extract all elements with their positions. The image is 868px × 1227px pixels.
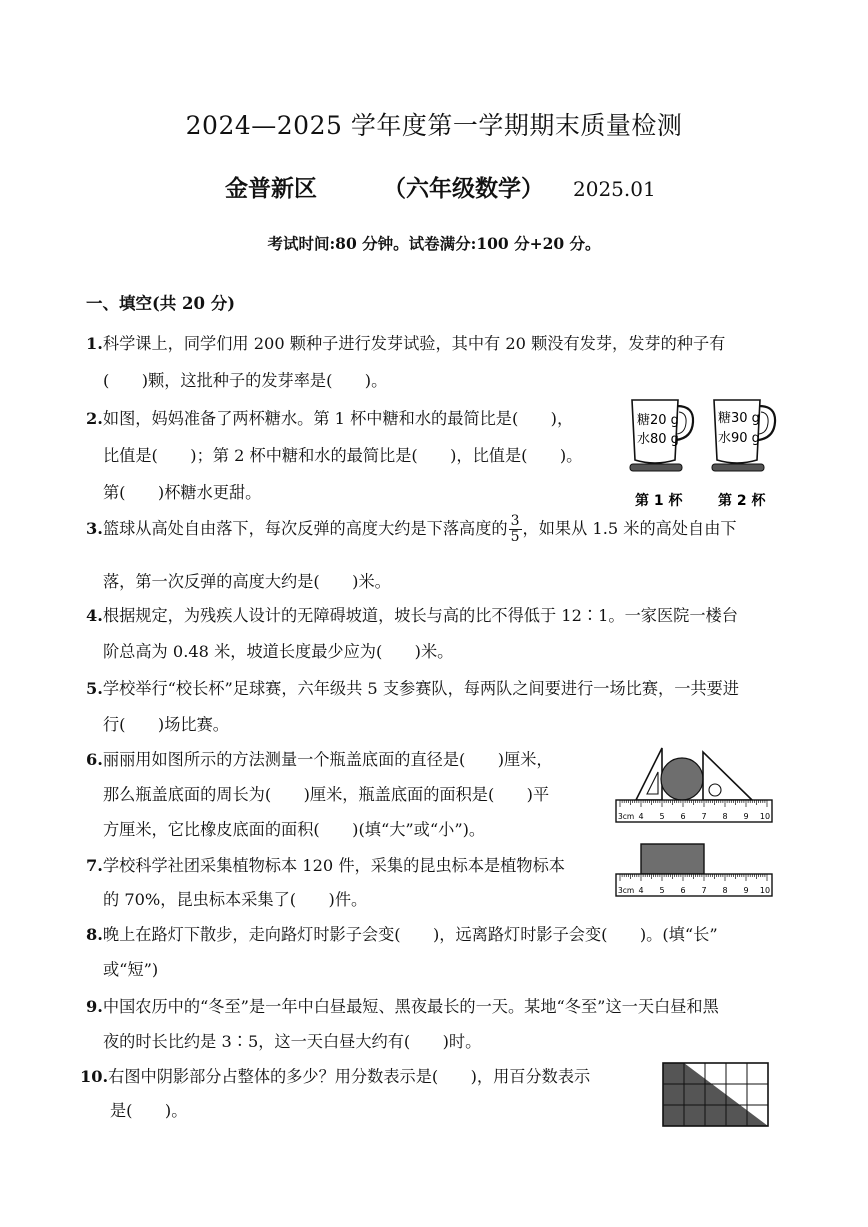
shaded-triangle xyxy=(663,1063,768,1126)
shaded-triangle-grid xyxy=(662,1062,774,1128)
exam-subtitle xyxy=(225,170,865,203)
ruler-tick-label: 6 xyxy=(680,812,686,821)
question-10-line-1 xyxy=(80,1063,590,1087)
ruler-tick-label: 7 xyxy=(701,812,707,821)
question-1-line-2: ( )颗，这批种子的发芽率是( )。 xyxy=(103,371,388,390)
question-text: 篮球从高处自由落下，每次反弹的高度大约是下落高度的 xyxy=(102,519,508,538)
question-text: 科学课上，同学们用 200 颗种子进行发芽试验，其中有 20 颗没有发芽，发芽的种子有 xyxy=(102,334,726,353)
fraction-three-fifths xyxy=(509,514,522,545)
ruler-tick-label: 9 xyxy=(743,812,749,821)
right-set-square xyxy=(703,752,752,800)
ruler-tick-label: 6 xyxy=(680,886,686,895)
ruler-start-label: 3cm xyxy=(618,812,635,821)
question-text: 根据规定，为残疾人设计的无障碍坡道，坡长与高的比不得低于 12∶1。一家医院一楼台 xyxy=(102,606,738,625)
bottle-cap-circle xyxy=(661,758,703,800)
cup-1-sugar: 糖20 g xyxy=(637,413,679,428)
exam-date: 2025.01 xyxy=(573,177,656,201)
ruler-tick-label: 4 xyxy=(638,886,644,895)
question-text: 晚上在路灯下散步，走向路灯时影子会变( )，远离路灯时影子会变( )。(填“长” xyxy=(102,925,718,944)
ruler xyxy=(616,874,772,896)
question-4-line-1 xyxy=(86,602,738,626)
question-text: ，如果从 1.5 米的高处自由下 xyxy=(522,519,737,538)
question-number: 7. xyxy=(86,856,103,875)
ruler-tick-label: 10 xyxy=(759,812,771,821)
ruler-tick-label: 5 xyxy=(659,812,665,821)
question-number: 10. xyxy=(80,1067,109,1086)
question-number: 8. xyxy=(86,925,103,944)
question-number: 6. xyxy=(86,750,103,769)
ruler-tick-label: 4 xyxy=(638,812,644,821)
district-name: 金普新区 xyxy=(225,175,317,202)
question-4-line-2: 阶总高为 0.48 米，坡道长度最少应为( )米。 xyxy=(103,642,454,661)
question-3-line-1 xyxy=(86,514,737,545)
cup-2-water: 水90 g xyxy=(718,431,760,446)
question-2-line-2: 比值是( )；第 2 杯中糖和水的最简比是( )，比值是( )。 xyxy=(103,446,583,465)
question-text: 右图中阴影部分占整体的多少？用分数表示是( )，用百分数表示 xyxy=(108,1067,591,1086)
exam-info: 考试时间:80 分钟。试卷满分:100 分+20 分。 xyxy=(267,234,601,253)
exam-title: 2024—2025 学年度第一学期期末质量检测 xyxy=(185,111,683,140)
question-8-line-2: 或“短”) xyxy=(103,960,159,979)
question-7-line-2: 的 70%，昆虫标本采集了( )件。 xyxy=(103,890,368,909)
question-text: 中国农历中的“冬至”是一年中白昼最短、黑夜最长的一天。某地“冬至”这一天白昼和黑 xyxy=(102,997,719,1016)
question-2-line-3: 第( )杯糖水更甜。 xyxy=(103,483,262,502)
ruler-tick-label: 7 xyxy=(701,886,707,895)
question-text: 丽丽用如图所示的方法测量一个瓶盖底面的直径是( )厘米， xyxy=(102,750,553,769)
question-5-line-1 xyxy=(86,675,739,699)
question-number: 5. xyxy=(86,679,103,698)
cup-2-sugar: 糖30 g xyxy=(718,411,760,426)
cup-2 xyxy=(712,400,775,509)
question-6-line-1 xyxy=(86,746,553,770)
eraser-rectangle xyxy=(641,844,704,874)
question-5-line-2: 行( )场比赛。 xyxy=(103,715,229,734)
question-number: 2. xyxy=(86,409,103,428)
question-2-line-1 xyxy=(86,405,573,429)
ruler-eraser-figure xyxy=(614,840,776,898)
cup-2-caption: 第 2 杯 xyxy=(718,493,766,509)
cup-1-caption: 第 1 杯 xyxy=(635,493,683,509)
question-6-line-3: 方厘米，它比橡皮底面的面积( )(填“大”或“小”)。 xyxy=(103,820,486,839)
ruler xyxy=(616,800,772,822)
ruler-start-label: 3cm xyxy=(618,886,635,895)
ruler-tick-label: 5 xyxy=(659,886,665,895)
question-text: 学校举行“校长杯”足球赛，六年级共 5 支参赛队，每两队之间要进行一场比赛，一共要进 xyxy=(102,679,739,698)
cup-1-water: 水80 g xyxy=(637,432,679,447)
cup-1 xyxy=(630,400,693,509)
question-3-line-2: 落，第一次反弹的高度大约是( )米。 xyxy=(103,572,391,591)
question-text: 如图，妈妈准备了两杯糖水。第 1 杯中糖和水的最简比是( )， xyxy=(102,409,574,428)
ruler-cap-figure xyxy=(614,742,776,824)
ruler-tick-label: 10 xyxy=(759,886,771,895)
question-1-line-1 xyxy=(86,330,725,354)
question-number: 3. xyxy=(86,519,103,538)
sugar-water-cups-figure xyxy=(620,392,780,517)
ruler-tick-label: 8 xyxy=(722,886,728,895)
question-7-line-1 xyxy=(86,852,565,876)
question-number: 4. xyxy=(86,606,103,625)
question-6-line-2: 那么瓶盖底面的周长为( )厘米，瓶盖底面的面积是( )平 xyxy=(103,785,550,804)
fraction-denominator: 5 xyxy=(510,529,520,545)
subject-name: （六年级数学） xyxy=(383,175,544,202)
question-text: 学校科学社团采集植物标本 120 件，采集的昆虫标本是植物标本 xyxy=(102,856,565,875)
question-number: 1. xyxy=(86,334,103,353)
ruler-tick-label: 8 xyxy=(722,812,728,821)
question-9-line-2: 夜的时长比约是 3∶5，这一天白昼大约有( )时。 xyxy=(103,1032,482,1051)
fraction-numerator: 3 xyxy=(510,513,520,529)
section-title: 一、填空(共 20 分) xyxy=(86,294,236,313)
question-9-line-1 xyxy=(86,993,719,1017)
ruler-tick-label: 9 xyxy=(743,886,749,895)
question-number: 9. xyxy=(86,997,103,1016)
left-set-square xyxy=(636,748,662,800)
question-10-line-2: 是( )。 xyxy=(110,1101,188,1120)
question-8-line-1 xyxy=(86,921,718,945)
